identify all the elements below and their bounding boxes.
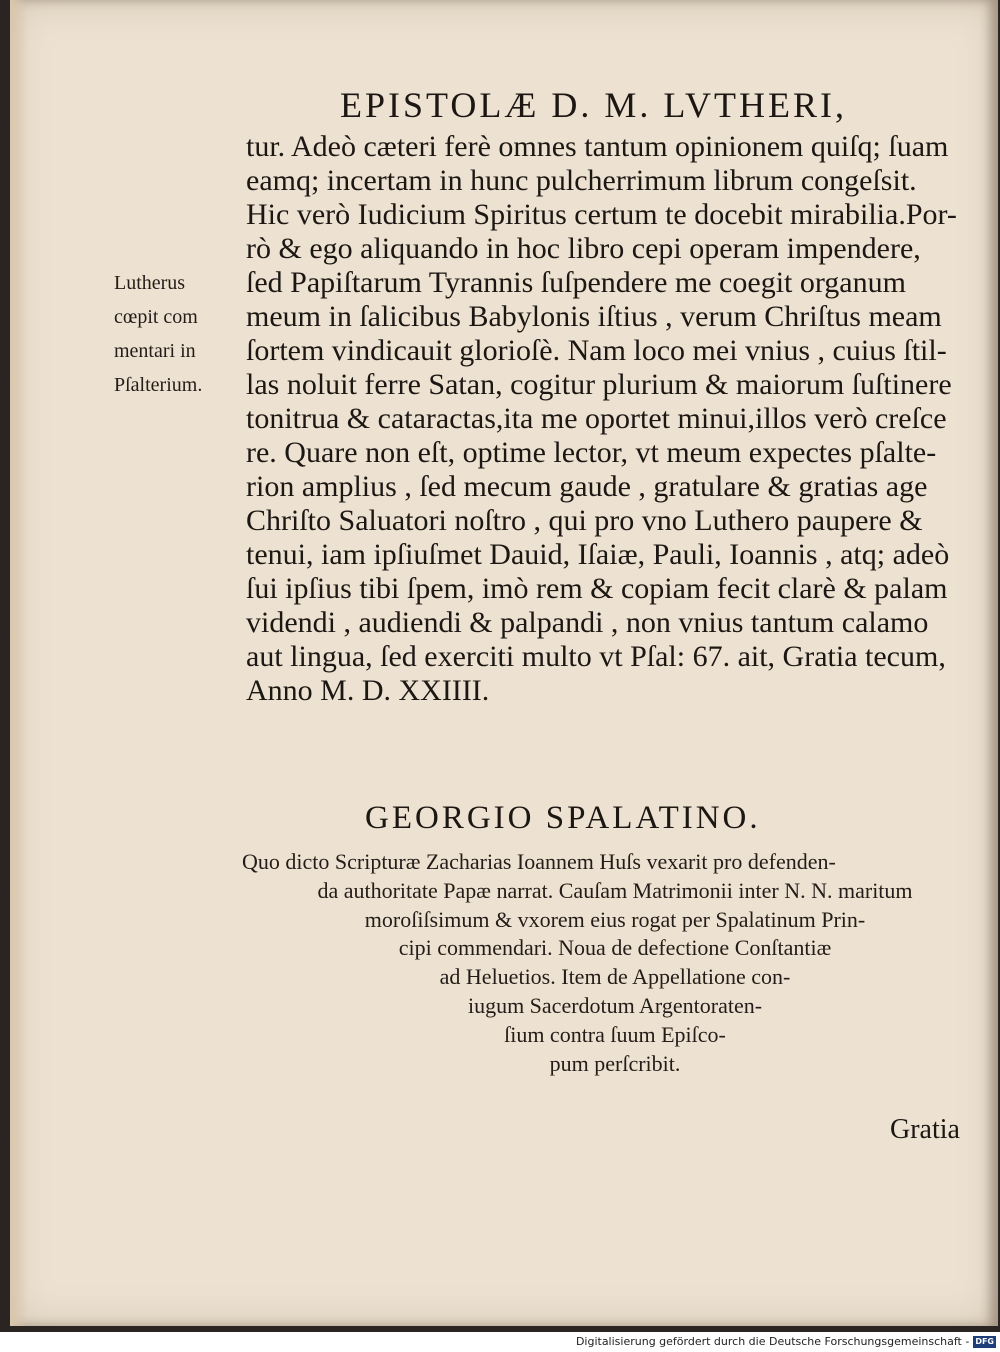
summary-line: moroſiſsimum & vxorem eius rogat per Spalatinum Prin- — [364, 906, 866, 932]
text-line: aut lingua, ſed exerciti multo vt Pſal: 67. ait, Gratia tecum, — [246, 640, 946, 673]
summary-line: ſium contra ſuum Epiſco- — [504, 1021, 726, 1047]
text-line: Anno M. D. XXIIII. — [246, 674, 490, 707]
catchword: Gratia — [890, 1114, 960, 1145]
marginal-note — [114, 266, 202, 402]
letter-heading: GEORGIO SPALATINO. — [365, 800, 761, 836]
book-page — [10, 0, 998, 1326]
text-line: las noluit ferre Satan, cogitur plurium & maiorum ſuſtinere — [246, 368, 952, 401]
marginal-note-line: Lutherus — [114, 272, 186, 294]
main-text-block — [246, 130, 981, 708]
text-line: videndi , audiendi & palpandi , non vnius tantum calamo — [246, 606, 929, 639]
text-line: re. Quare non eſt, optime lector, vt meum expectes pſalte- — [246, 436, 937, 469]
text-line: ſortem vindicauit glorioſè. Nam loco mei vnius , cuius ſtil- — [246, 334, 947, 367]
text-line: Hic verò Iudicium Spiritus certum te docebit mirabilia.Por- — [246, 198, 957, 231]
text-line: rò & ego aliquando in hoc libro cepi operam impendere, — [246, 232, 921, 265]
text-line: ſui ipſius tibi ſpem, imò rem & copiam fecit clarè & palam — [246, 572, 948, 605]
marginal-note-line: mentari in — [114, 340, 196, 362]
text-line: tenui, iam ipſiuſmet Dauid, Iſaiæ, Pauli, Ioannis , atq; adeò — [246, 538, 950, 571]
running-head: EPISTOLÆ D. M. LVTHERI, — [340, 85, 848, 125]
text-line: rion amplius , ſed mecum gaude , gratulare & gratias age — [246, 470, 928, 503]
digitization-credit — [576, 1335, 996, 1348]
summary-line: cipi commendari. Noua de defectione Conſtantiæ — [398, 935, 832, 961]
text-line: Chriſto Saluatori noſtro , qui pro vno Luthero paupere & — [246, 504, 923, 537]
credit-text: Digitalisierung gefördert durch die Deutsche Forschungsgemeinschaft - — [575, 1335, 970, 1348]
summary-line: Quo dicto Scripturæ Zacharias Ioannem Huſs vexarit pro defenden- — [242, 849, 836, 874]
text-line: eamq; incertam in hunc pulcherrimum librum congeſsit. — [246, 164, 917, 197]
summary-line: pum perſcribit. — [549, 1050, 681, 1076]
letter-summary — [242, 848, 988, 1078]
text-line: tonitrua & cataractas,ita me oportet minui,illos verò creſce — [246, 402, 947, 435]
summary-line: iugum Sacerdotum Argentoraten- — [467, 992, 763, 1018]
text-line: ſed Papiſtarum Tyrannis ſuſpendere me coegit organum — [246, 266, 906, 299]
summary-line: da authoritate Papæ narrat. Cauſam Matrimonii inter N. N. maritum — [317, 877, 913, 903]
marginal-note-line: cœpit com — [114, 306, 198, 328]
summary-line: ad Heluetios. Item de Appellatione con- — [439, 964, 791, 990]
marginal-note-line: Pſalterium. — [114, 374, 203, 396]
text-line: meum in ſalicibus Babylonis iſtius , verum Chriſtus meam — [246, 300, 942, 333]
text-line: tur. Adeò cæteri ferè omnes tantum opinionem quiſq; ſuam — [246, 130, 949, 163]
dfg-logo: DFG — [975, 1336, 994, 1346]
